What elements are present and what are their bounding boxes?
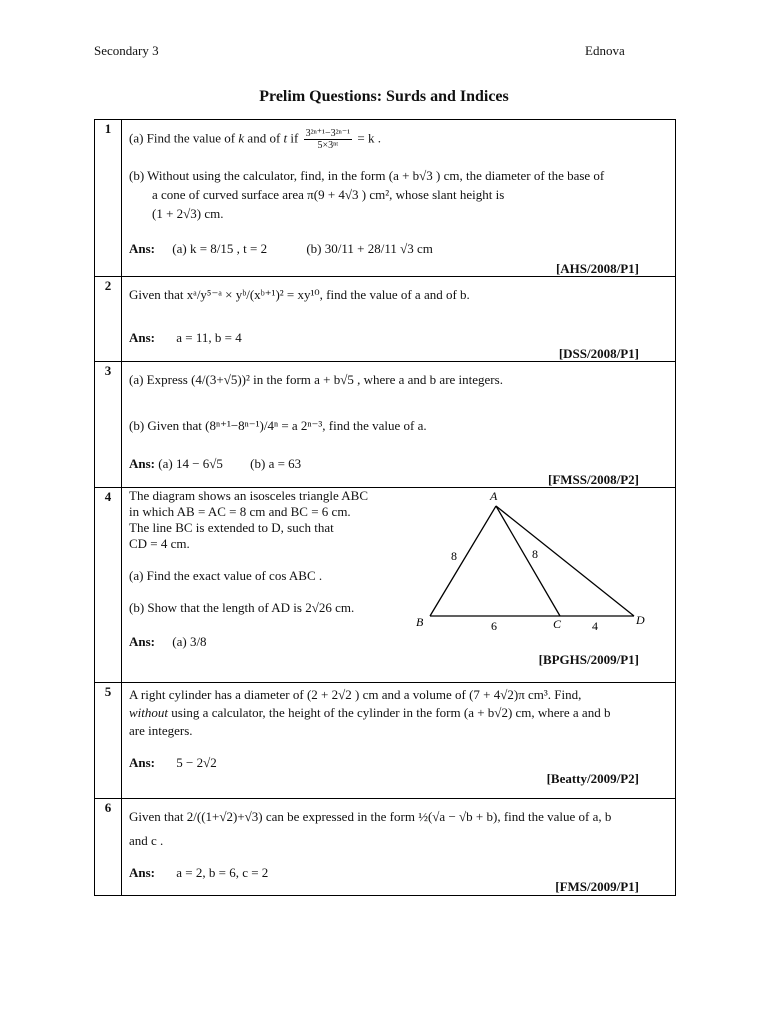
side-ad: [496, 506, 634, 616]
triangle-diagram: [414, 490, 669, 635]
question-body: [122, 799, 676, 896]
q3-part-a: (a) Express (4/(3+√5))² in the form a + b√5 , where a and b are integers.: [129, 372, 503, 387]
source-reference: [FMSS/2008/P2]: [548, 472, 639, 487]
q4-line3: The line BC is extended to D, such that: [129, 520, 334, 535]
question-row: [95, 488, 676, 683]
question-row: [95, 683, 676, 799]
length-ac: 8: [532, 547, 538, 561]
q3-part-b: (b) Given that (8ⁿ⁺¹−8ⁿ⁻¹)/4ⁿ = a 2ⁿ⁻³, find the value of a.: [129, 418, 427, 433]
q4-part-b: (b) Show that the length of AD is 2√26 cm.: [129, 600, 355, 615]
source-reference: [FMS/2009/P1]: [555, 879, 639, 894]
question-body: [122, 488, 676, 683]
fraction: $\frac{\text{3²ⁿ⁺¹−3²ⁿ⁻¹}}{\text{5×3ⁿᵗ}}$: [305, 128, 351, 151]
side-ab: [430, 506, 496, 616]
source-reference: [DSS/2008/P1]: [558, 346, 639, 361]
q6-line1: Given that 2/((1+√2)+√3) can be expressed in the form ½(√a − √b + b), find the value of a, b: [129, 809, 612, 824]
questions-table: [94, 119, 676, 896]
q1-answer: Ans: (a) k = 8/15 , t = 2 (b) 30/11 + 28/11 √3 cm: [129, 241, 433, 256]
length-ab: 8: [451, 549, 457, 563]
q2-question: Given that xᵃ/y⁵⁻ᵃ × yᵇ/(xᵇ⁺¹)² = xy¹⁰, find the value of a and of b.: [129, 287, 470, 302]
question-body: [122, 120, 676, 277]
question-row: [95, 277, 676, 362]
question-row: [95, 362, 676, 488]
q5-line1: A right cylinder has a diameter of (2 + 2√2 ) cm and a volume of (7 + 4√2)π cm³. Find,: [129, 687, 582, 702]
question-number: 1: [95, 120, 122, 277]
q1-part-b-line3: (1 + 2√3) cm.: [152, 206, 224, 221]
q6-line2: and c .: [129, 833, 164, 848]
q5-line2: without using a calculator, the height of the cylinder in the form (a + b√2) cm, where a and b: [129, 705, 611, 720]
question-number: 6: [95, 799, 122, 896]
header-left: Secondary 3: [94, 43, 159, 58]
q4-line1: The diagram shows an isosceles triangle ABC: [129, 488, 369, 503]
q5-line3: are integers.: [129, 723, 193, 738]
source-reference: [AHS/2008/P1]: [555, 261, 639, 276]
q4-line2: in which AB = AC = 8 cm and BC = 6 cm.: [129, 504, 351, 519]
label-b: B: [416, 615, 424, 629]
length-cd: 4: [592, 619, 598, 633]
q4-answer: Ans: (a) 3/8: [129, 634, 207, 649]
question-number: 4: [95, 488, 122, 683]
q5-answer: Ans: 5 − 2√2: [129, 755, 217, 770]
question-number: 5: [95, 683, 122, 799]
label-d: D: [636, 613, 645, 627]
question-number: 3: [95, 362, 122, 488]
question-body: [122, 362, 676, 488]
q4-line4: CD = 4 cm.: [129, 536, 190, 551]
q3-answer: Ans: (a) 14 − 6√5 (b) a = 63: [129, 456, 302, 471]
q2-answer: Ans: a = 11, b = 4: [129, 330, 242, 345]
q6-answer: Ans: a = 2, b = 6, c = 2: [129, 865, 269, 880]
q1-part-b-line1: (b) Without using the calculator, find, in the form (a + b√3 ) cm, the diameter of the base of: [129, 168, 605, 183]
header-right: Ednova: [585, 43, 625, 58]
question-body: [122, 277, 676, 362]
question-row: [95, 799, 676, 896]
question-row: [95, 120, 676, 277]
length-bc: 6: [491, 619, 497, 633]
q1-part-b-line2: a cone of curved surface area π(9 + 4√3 ) cm², whose slant height is: [152, 187, 505, 202]
q1-part-a: (a) Find the value of k and of t if $\frac{\text{3²ⁿ⁺¹−3²ⁿ⁻¹}}{\text{5×3ⁿᵗ}}$ = k .: [129, 128, 381, 151]
side-ac: [496, 506, 560, 616]
source-reference: [BPGHS/2009/P1]: [538, 652, 639, 667]
question-number: 2: [95, 277, 122, 362]
question-body: [122, 683, 676, 799]
source-reference: [Beatty/2009/P2]: [546, 771, 639, 786]
label-c: C: [553, 617, 562, 631]
page-title: Prelim Questions: Surds and Indices: [259, 88, 509, 105]
q4-part-a: (a) Find the exact value of cos ABC .: [129, 568, 323, 583]
label-a: A: [490, 490, 498, 503]
